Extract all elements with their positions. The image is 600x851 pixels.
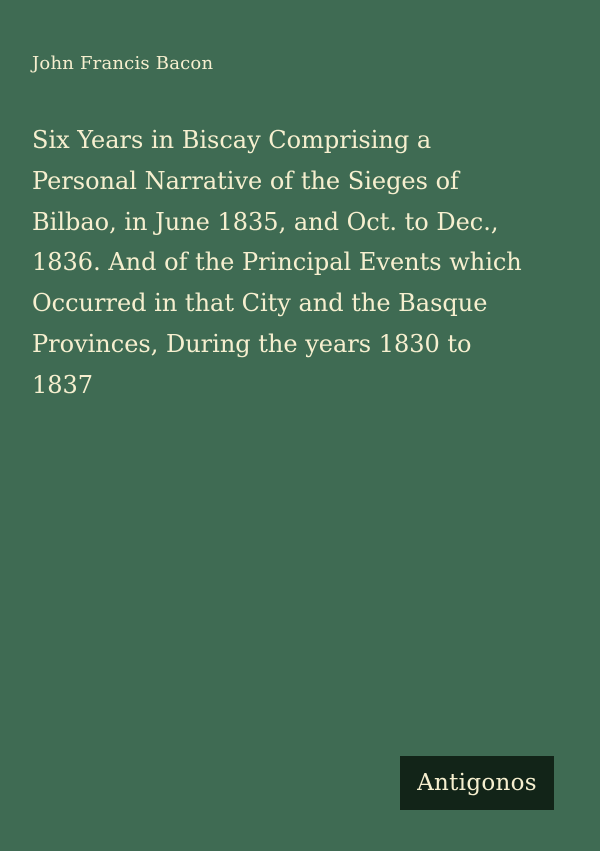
publisher-logo — [400, 756, 554, 810]
author-name: John Francis Bacon — [32, 53, 214, 74]
book-title — [32, 120, 580, 406]
publisher-name: Antigonos — [417, 770, 537, 796]
title-line: Six Years in Biscay Comprising a — [32, 126, 432, 154]
title-line: 1837 — [32, 370, 94, 399]
title-line: Provinces, During the years 1830 to — [32, 329, 472, 358]
title-line: 1836. And of the Principal Events which — [32, 248, 522, 277]
title-line: Bilbao, in June 1835, and Oct. to Dec., — [32, 207, 499, 236]
title-line: Personal Narrative of the Sieges of — [32, 166, 459, 195]
title-line: Occurred in that City and the Basque — [32, 289, 488, 318]
